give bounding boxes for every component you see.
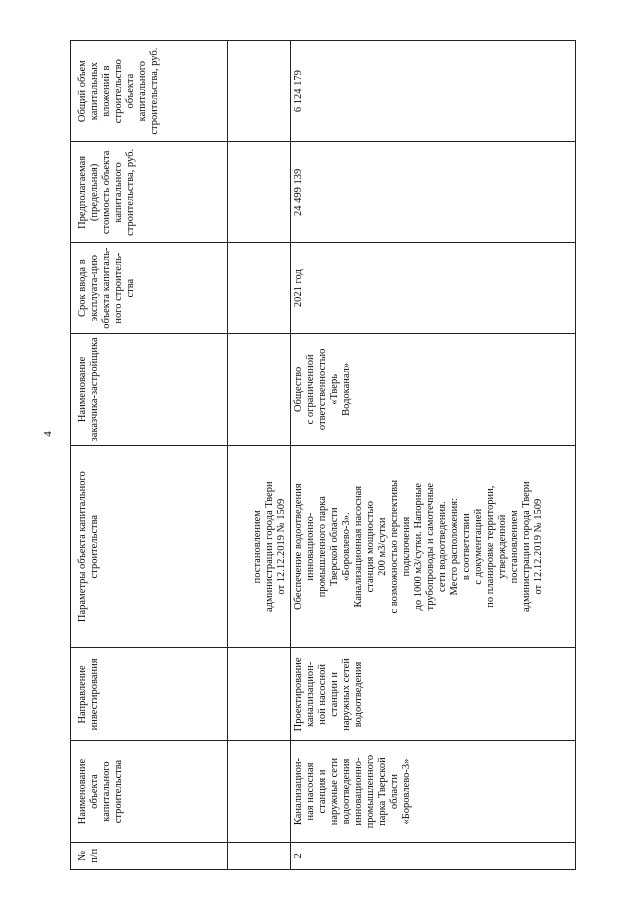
row-term-cell: 2021 год	[291, 243, 576, 333]
row-direction-cell: Проектирование канализацион- ной насосной станции и наружных сетей водоотведения	[291, 648, 576, 741]
row-num: 2	[291, 842, 576, 869]
header-name: Наименование объекта капитального строительства	[71, 741, 228, 842]
header-num: № п/п	[71, 842, 228, 869]
header-customer: Наименование заказчика-застройщика	[71, 333, 228, 445]
cont-params-line: от 12.12.2019 № 1509	[276, 498, 287, 595]
table-row	[291, 41, 576, 870]
cont-params-line: постановлением	[252, 510, 263, 584]
header-cost: Предполагаемая (предельная) стоимость объекта капитального строительства, руб.	[71, 142, 228, 243]
header-total: Общий объем капитальных вложений в строительство объекта капитального строительства, руб.	[71, 41, 228, 142]
cont-params-line: администрации города Твери	[264, 481, 275, 613]
header-term: Срок ввода в эксплуата-цию объекта капиталь-ного строитель-ства	[71, 243, 228, 333]
header-row	[71, 41, 228, 870]
row-name-cell: Канализацион- ная насосная станция и наружные сети водоотведения инновационно- промышленного парка Тверской области «Боровлево-3»	[291, 741, 576, 842]
table-row-continuation	[228, 41, 291, 870]
investment-table	[70, 40, 576, 870]
row-params-cell: Обеспечение водоотведения инновационно- промышленного парка Тверской области «Боровлево-3». Канализационная насосная станция мощностью 200 м3/сутки с возможностью перспективы подключения до 1000 м3/сутки. Напорные трубопроводы и самотечные сети водоотведения. Место расположения: в соответствии с документацией по планировке территории, утвержденной постановлением администрации города Твери от 12.12.2019 № 1509	[291, 445, 576, 647]
row-customer-cell: Общество с ограниченной ответственностью «Тверь Водоканал»	[291, 333, 576, 445]
row-total-cell: 6 124 179	[291, 41, 576, 142]
row-cost-cell: 24 499 139	[291, 142, 576, 243]
header-params: Параметры объекта капитального строительства	[71, 445, 228, 647]
table-sheet	[70, 40, 590, 870]
cont-params-cell	[228, 445, 291, 647]
header-direction: Направление инвестирования	[71, 648, 228, 741]
rotated-table-frame	[70, 40, 590, 870]
page-number: 4	[42, 431, 54, 437]
